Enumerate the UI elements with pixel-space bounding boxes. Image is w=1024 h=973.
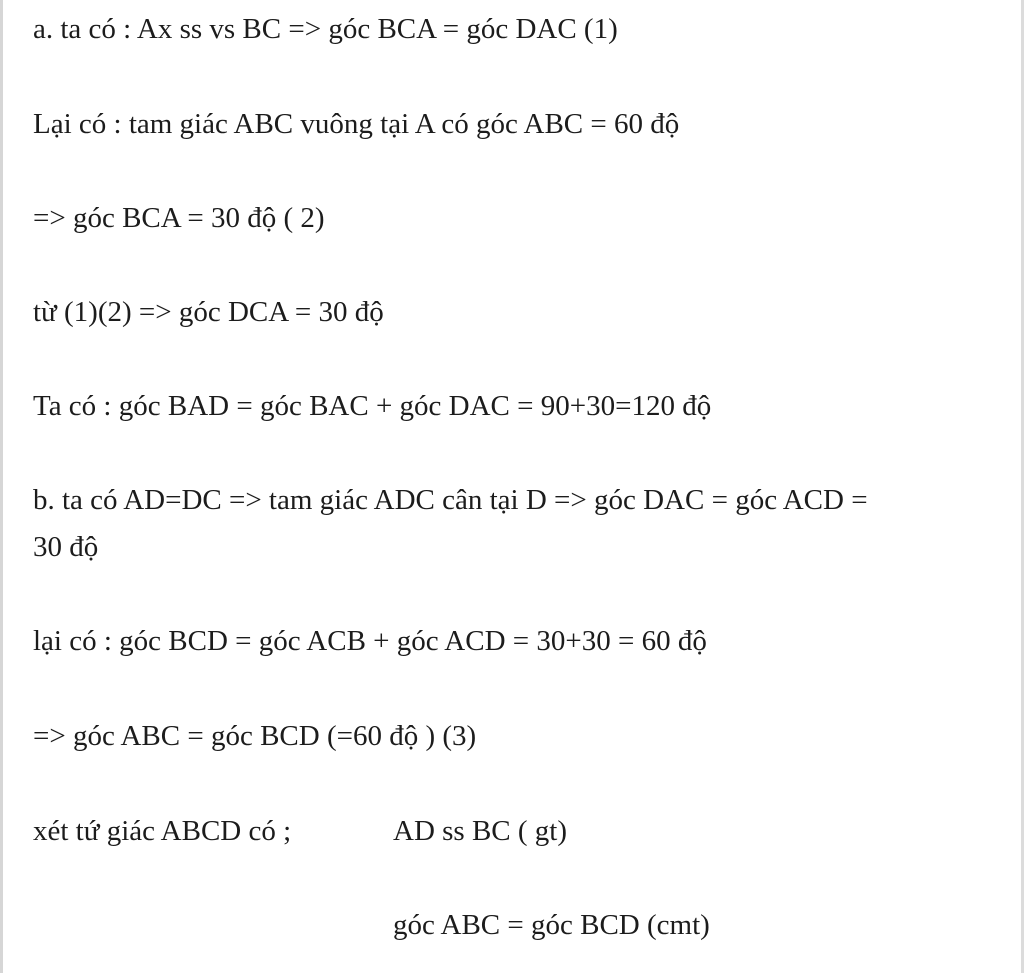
text-line-bca: => góc BCA = 30 độ ( 2) <box>33 202 325 234</box>
text-line-b-continued: 30 độ <box>33 531 99 563</box>
text-line-dca: từ (1)(2) => góc DCA = 30 độ <box>33 296 384 328</box>
text-line-lai-co: Lại có : tam giác ABC vuông tại A có góc ABC = 60 độ <box>33 108 680 140</box>
text-ad-ss-bc: AD ss BC ( gt) <box>393 815 568 847</box>
text-xet-tu-giac: xét tứ giác ABCD có ; <box>33 815 292 847</box>
text-line-bad: Ta có : góc BAD = góc BAC + góc DAC = 90+30=120 độ <box>33 390 712 422</box>
text-line-b: b. ta có AD=DC => tam giác ADC cân tại D => góc DAC = góc ACD = <box>33 484 868 516</box>
text-line-abc-cmt: góc ABC = góc BCD (cmt) <box>393 909 710 941</box>
text-line-xet <box>33 814 568 848</box>
text-line-abc-bcd: => góc ABC = góc BCD (=60 độ ) (3) <box>33 720 477 752</box>
text-line-a: a. ta có : Ax ss vs BC => góc BCA = góc DAC (1) <box>33 13 618 45</box>
text-line-bcd: lại có : góc BCD = góc ACB + góc ACD = 30+30 = 60 độ <box>33 625 707 657</box>
